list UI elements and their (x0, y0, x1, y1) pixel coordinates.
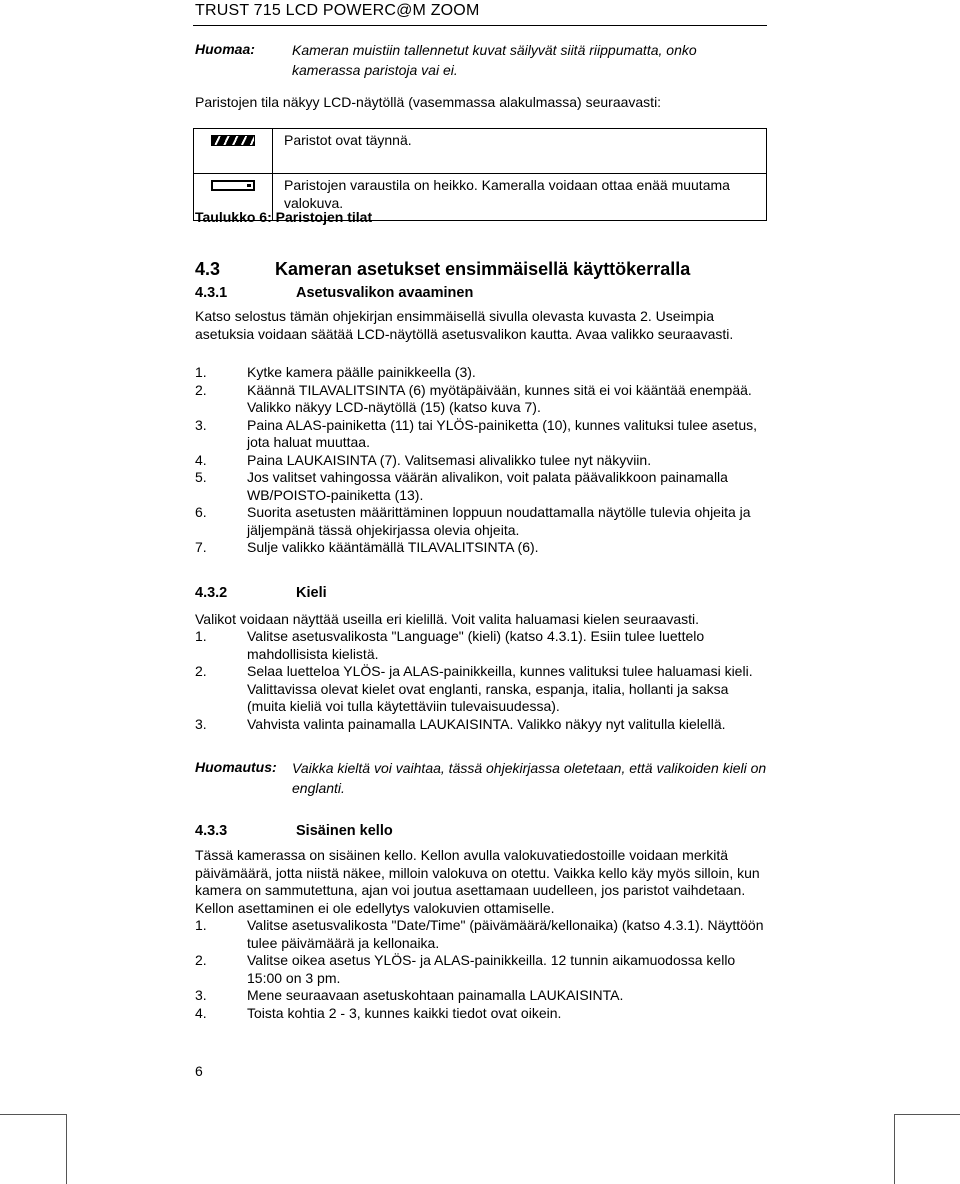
page-number: 6 (195, 1063, 203, 1079)
step-text: Selaa luetteloa YLÖS- ja ALAS-painikkeilla, kunnes valituksi tulee haluamasi kieli. Valittavissa olevat kielet ovat englanti, ranska, espanja, italia, hollanti ja saksa (muita kieliä voi tulla käytettäviin tulevaisuudessa). (247, 663, 753, 714)
step-text: Toista kohtia 2 - 3, kunnes kaikki tiedot ovat oikein. (247, 1004, 562, 1021)
step-number: 2. (195, 663, 207, 679)
step-text: Sulje valikko kääntämällä TILAVALITSINTA (6). (247, 539, 539, 555)
list-item (195, 417, 765, 452)
battery-low-icon (211, 180, 255, 191)
note-label: Huomaa: (195, 41, 255, 57)
list-item (195, 917, 765, 952)
crop-mark (0, 1114, 66, 1115)
battery-status-table (193, 128, 767, 221)
step-number: 5. (195, 469, 207, 485)
list-item (195, 539, 765, 557)
list-item (195, 452, 765, 470)
step-text: Valitse oikea asetus YLÖS- ja ALAS-painikkeilla. 12 tunnin aikamuodossa kello 15:00 on 3 pm. (247, 952, 736, 986)
step-number: 2. (195, 952, 207, 968)
table-caption: Taulukko 6: Paristojen tilat (195, 209, 373, 225)
list-item (195, 1005, 765, 1023)
note-text: Kameran muistiin tallennetut kuvat säilyvät siitä riippumatta, onko kamerassa paristoja vai ei. (292, 42, 697, 78)
step-text: Suorita asetusten määrittäminen loppuun noudattamalla näytölle tulevia ohjeita ja jäljempänä tässä ohjekirjassa olevia ohjeita. (247, 504, 751, 538)
list-item (195, 469, 765, 504)
crop-mark (894, 1114, 960, 1115)
note-text: Vaikka kieltä voi vaihtaa, tässä ohjekirjassa oletetaan, että valikoiden kieli on englanti. (292, 760, 767, 796)
step-number: 4. (195, 451, 207, 468)
list-item (195, 987, 765, 1005)
steps-list (195, 917, 765, 1022)
battery-row (194, 129, 767, 174)
list-item (195, 382, 765, 417)
step-number: 6. (195, 504, 207, 520)
list-item (195, 504, 765, 539)
battery-status-text: Paristojen varaustila on heikko. Kameralla voidaan ottaa enää muutama valokuva. (273, 174, 767, 221)
battery-intro: Paristojen tila näkyy LCD-näytöllä (vasemmassa alakulmassa) seuraavasti: (195, 94, 662, 110)
section-title: Kameran asetukset ensimmäisellä käyttökerralla (275, 259, 691, 279)
subsection-number: 4.3.1 (195, 285, 228, 301)
steps-list (195, 628, 770, 733)
list-item (195, 628, 770, 663)
step-number: 1. (195, 628, 207, 644)
step-text: Mene seuraavaan asetuskohtaan painamalla LAUKAISINTA. (247, 987, 624, 1003)
step-number: 4. (195, 1004, 207, 1021)
step-text: Valitse asetusvalikosta "Language" (kieli) (katso 4.3.1). Esiin tulee luettelo mahdollisista kielistä. (247, 628, 705, 662)
battery-icon-cell (194, 129, 273, 174)
subsection-title: Sisäinen kello (296, 823, 393, 839)
subsection-title: Asetusvalikon avaaminen (296, 285, 474, 301)
list-item (195, 663, 770, 716)
subsection-number: 4.3.3 (195, 823, 228, 839)
step-number: 1. (195, 917, 207, 933)
crop-mark (66, 1114, 67, 1184)
step-number: 3. (195, 987, 207, 1003)
section-number: 4.3 (195, 259, 221, 279)
header-divider (193, 25, 767, 26)
subsection-intro: Katso selostus tämän ohjekirjan ensimmäisellä sivulla olevasta kuvasta 2. Useimpia asetuksia voidaan säätää LCD-näytöllä asetusvalikon kautta. Avaa valikko seuraavasti. (195, 308, 734, 342)
subsection-intro: Tässä kamerassa on sisäinen kello. Kellon avulla valokuvatiedostoille voidaan merkitä päivämäärä, jotta niistä näkee, milloin valokuva on otettu. Vaikka kello käy myös silloin, kun kamera on sammutettuna, ajan voi joutua asettamaan uudelleen, jos paristot vaihdetaan. Kellon asettaminen ei ole edellytys valokuvien ottamiselle. (195, 847, 760, 916)
crop-mark (894, 1114, 895, 1184)
subsection-intro: Valikot voidaan näyttää useilla eri kielillä. Voit valita haluamasi kielen seuraavasti. (195, 611, 700, 627)
subsection-number: 4.3.2 (195, 585, 228, 601)
list-item (195, 952, 765, 987)
step-text: Käännä TILAVALITSINTA (6) myötäpäivään, kunnes sitä ei voi kääntää enempää. Valikko näkyy LCD-näytöllä (15) (katso kuva 7). (247, 381, 752, 415)
step-number: 7. (195, 539, 207, 555)
battery-status-text: Paristot ovat täynnä. (273, 129, 767, 174)
step-text: Kytke kamera päälle painikkeella (3). (247, 364, 476, 380)
list-item (195, 364, 765, 382)
note-label: Huomautus: (195, 759, 277, 775)
battery-full-icon (211, 135, 255, 146)
list-item (195, 716, 770, 734)
step-text: Valitse asetusvalikosta "Date/Time" (päivämäärä/kellonaika) (katso 4.3.1). Näyttöön tulee päivämäärä ja kellonaika. (247, 917, 764, 951)
subsection-title: Kieli (296, 585, 327, 601)
step-number: 3. (195, 416, 207, 433)
step-number: 2. (195, 381, 207, 398)
steps-list (195, 364, 765, 557)
step-number: 1. (195, 364, 207, 380)
document-header: TRUST 715 LCD POWERC@M ZOOM (195, 2, 480, 19)
step-text: Vahvista valinta painamalla LAUKAISINTA. Valikko näkyy nyt valitulla kielellä. (247, 715, 726, 732)
step-text: Paina LAUKAISINTA (7). Valitsemasi alivalikko tulee nyt näkyviin. (247, 451, 652, 468)
step-number: 3. (195, 715, 207, 732)
step-text: Paina ALAS-painiketta (11) tai YLÖS-painiketta (10), kunnes valituksi tulee asetus, jota haluat muuttaa. (247, 416, 757, 450)
step-text: Jos valitset vahingossa väärän alivalikon, voit palata päävalikkoon painamalla WB/POISTO-painiketta (13). (247, 469, 728, 503)
